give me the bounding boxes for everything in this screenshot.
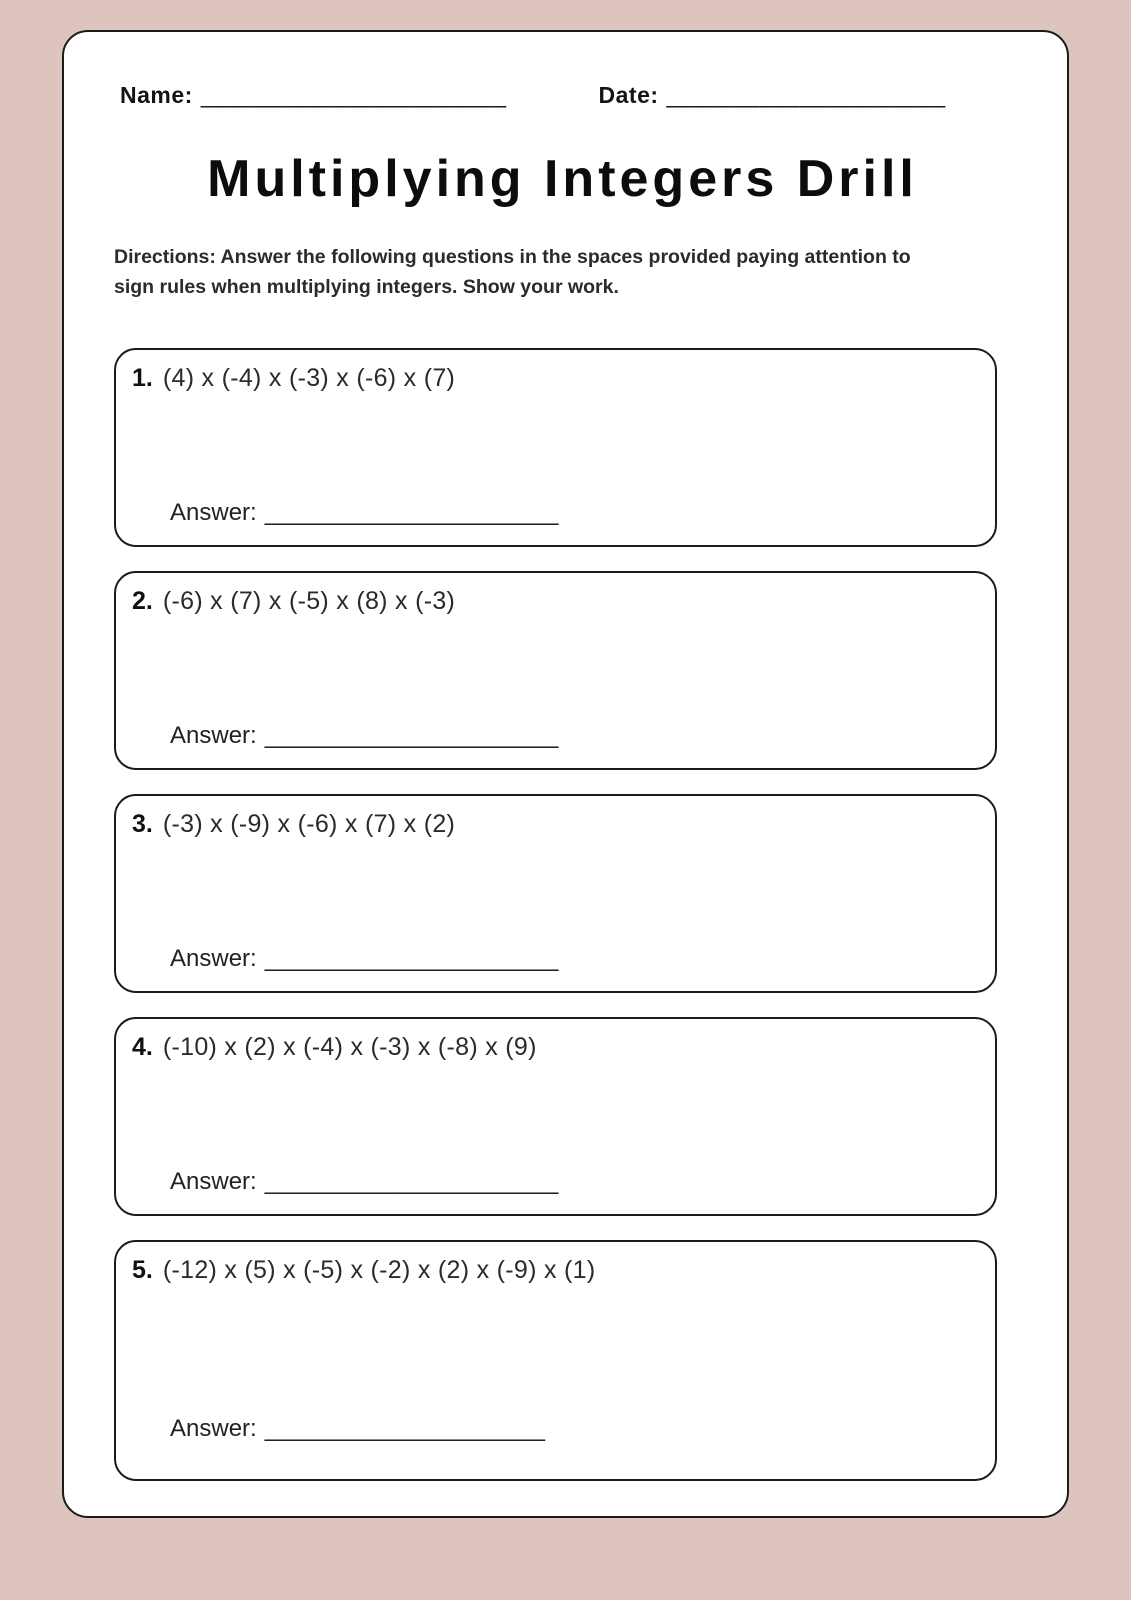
question-expression: (-10) x (2) x (-4) x (-3) x (-8) x (9) <box>162 1032 537 1061</box>
question-row <box>132 810 975 839</box>
question-expression: (-3) x (-9) x (-6) x (7) x (2) <box>162 809 456 838</box>
question-row <box>132 1256 975 1285</box>
answer-label: Answer: <box>170 1167 257 1195</box>
question-number: 5. <box>132 1255 153 1284</box>
answer-blank-line[interactable]: ______________________ <box>264 1167 559 1195</box>
question-row <box>132 1033 975 1062</box>
page-title: Multiplying Integers Drill <box>207 150 918 208</box>
question-row <box>132 587 975 616</box>
answer-blank-line[interactable]: ______________________ <box>264 721 559 749</box>
date-blank-line[interactable]: _____________________ <box>666 82 946 108</box>
question-expression: (4) x (-4) x (-3) x (-6) x (7) <box>162 363 456 392</box>
answer-blank-line[interactable]: ______________________ <box>264 944 559 972</box>
question-box-4 <box>114 1017 997 1216</box>
question-number: 2. <box>132 586 153 615</box>
question-box-1 <box>114 348 997 547</box>
answer-blank-line[interactable]: _____________________ <box>264 1414 546 1442</box>
questions-list <box>114 348 1011 1481</box>
answer-row <box>170 945 975 973</box>
question-box-3 <box>114 794 997 993</box>
date-group <box>599 82 946 109</box>
question-number: 3. <box>132 809 153 838</box>
answer-label: Answer: <box>170 944 257 972</box>
answer-row <box>170 722 975 750</box>
answer-label: Answer: <box>170 498 257 526</box>
question-row <box>132 364 975 393</box>
name-date-row <box>114 82 1011 114</box>
answer-row <box>170 1415 975 1443</box>
directions-text: Directions: Answer the following questions in the spaces provided paying attention to sign rules when multiplying integers. Show your work. <box>114 245 911 298</box>
worksheet-card <box>62 30 1069 1518</box>
answer-row <box>170 499 975 527</box>
question-box-5 <box>114 1240 997 1481</box>
question-expression: (-6) x (7) x (-5) x (8) x (-3) <box>162 586 456 615</box>
answer-label: Answer: <box>170 1414 257 1442</box>
question-number: 4. <box>132 1032 153 1061</box>
answer-label: Answer: <box>170 721 257 749</box>
answer-row <box>170 1168 975 1196</box>
name-label: Name: <box>120 82 193 108</box>
date-label: Date: <box>598 82 659 108</box>
name-blank-line[interactable]: _______________________ <box>200 82 507 108</box>
question-number: 1. <box>132 363 153 392</box>
answer-blank-line[interactable]: ______________________ <box>264 498 559 526</box>
question-expression: (-12) x (5) x (-5) x (-2) x (2) x (-9) x (1) <box>162 1255 596 1284</box>
question-box-2 <box>114 571 997 770</box>
